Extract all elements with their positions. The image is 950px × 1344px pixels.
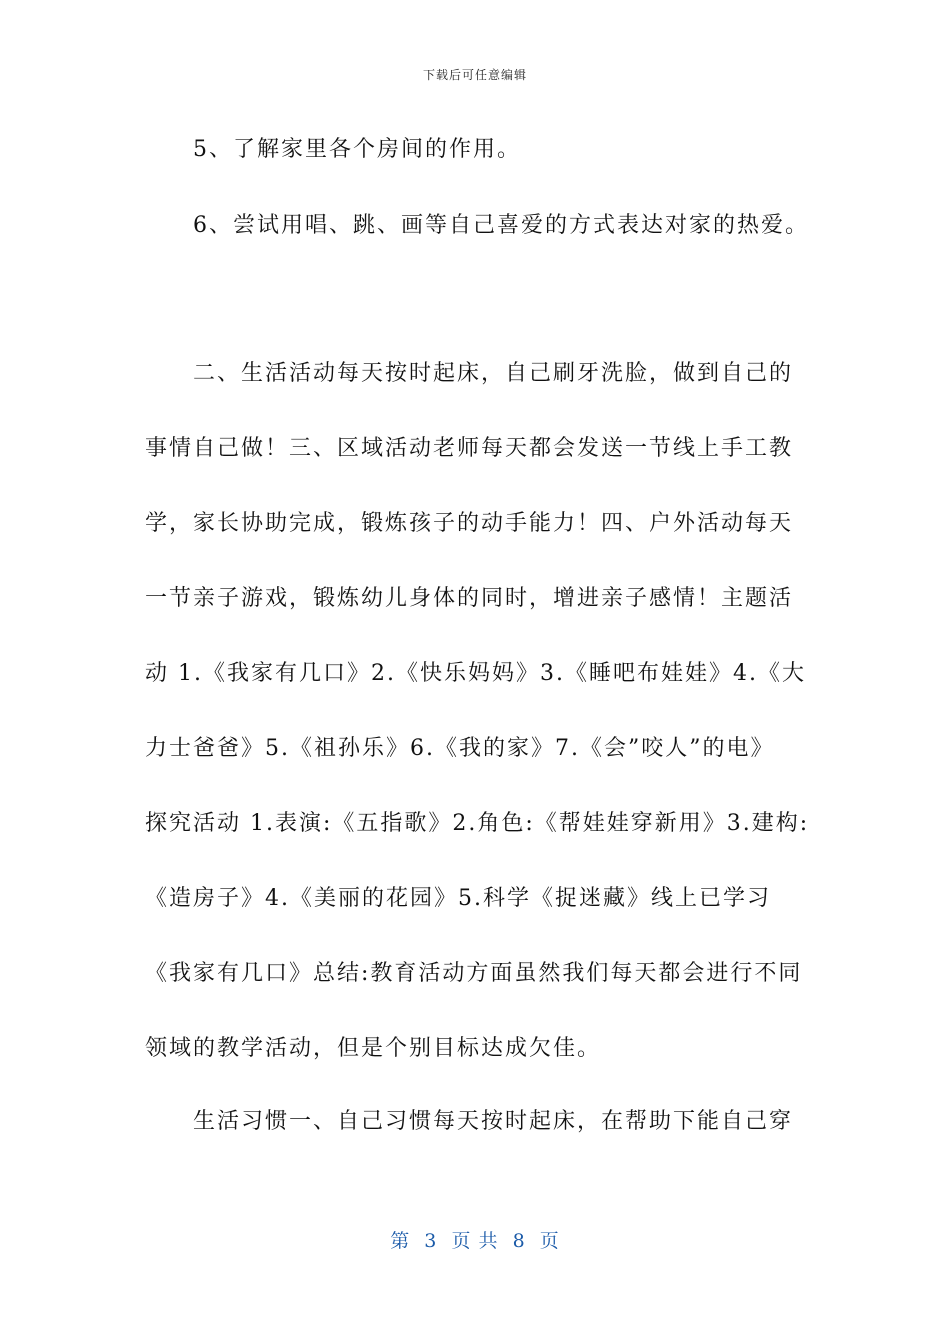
body-line-last: 生活习惯一、自己习惯每天按时起床，在帮助下能自己穿 (193, 1109, 794, 1134)
list-item-6: 6、尝试用唱、跳、画等自己喜爱的方式表达对家的热爱。 (193, 213, 809, 238)
body-line-8: 《造房子》4.《美丽的花园》5.科学《捉迷藏》线上已学习 (145, 886, 771, 911)
list-item-5: 5、了解家里各个房间的作用。 (193, 137, 521, 162)
body-line-10: 领域的教学活动，但是个别目标达成欠佳。 (145, 1036, 602, 1061)
body-line-9: 《我家有几口》总结:教育活动方面虽然我们每天都会进行不同 (145, 961, 803, 986)
body-line-7: 探究活动 1.表演:《五指歌》2.角色:《帮娃娃穿新用》3.建构: (145, 811, 810, 836)
body-line-6: 力士爸爸》5.《祖孙乐》6.《我的家》7.《会”咬人”的电》 (145, 736, 775, 761)
body-line-2: 事情自己做！三、区域活动老师每天都会发送一节线上手工教 (145, 436, 794, 461)
body-line-5: 动 1.《我家有几口》2.《快乐妈妈》3.《睡吧布娃娃》4.《大 (145, 661, 806, 686)
body-line-4: 一节亲子游戏，锻炼幼儿身体的同时，增进亲子感情！主题活 (145, 586, 794, 611)
body-line-3: 学，家长协助完成，锻炼孩子的动手能力！四、户外活动每天 (145, 511, 794, 536)
body-line-1: 二、生活活动每天按时起床，自己刷牙洗脸，做到自己的 (193, 361, 794, 386)
page-number: 第 3 页 共 8 页 (390, 1230, 560, 1252)
header-note: 下载后可任意编辑 (422, 68, 527, 82)
